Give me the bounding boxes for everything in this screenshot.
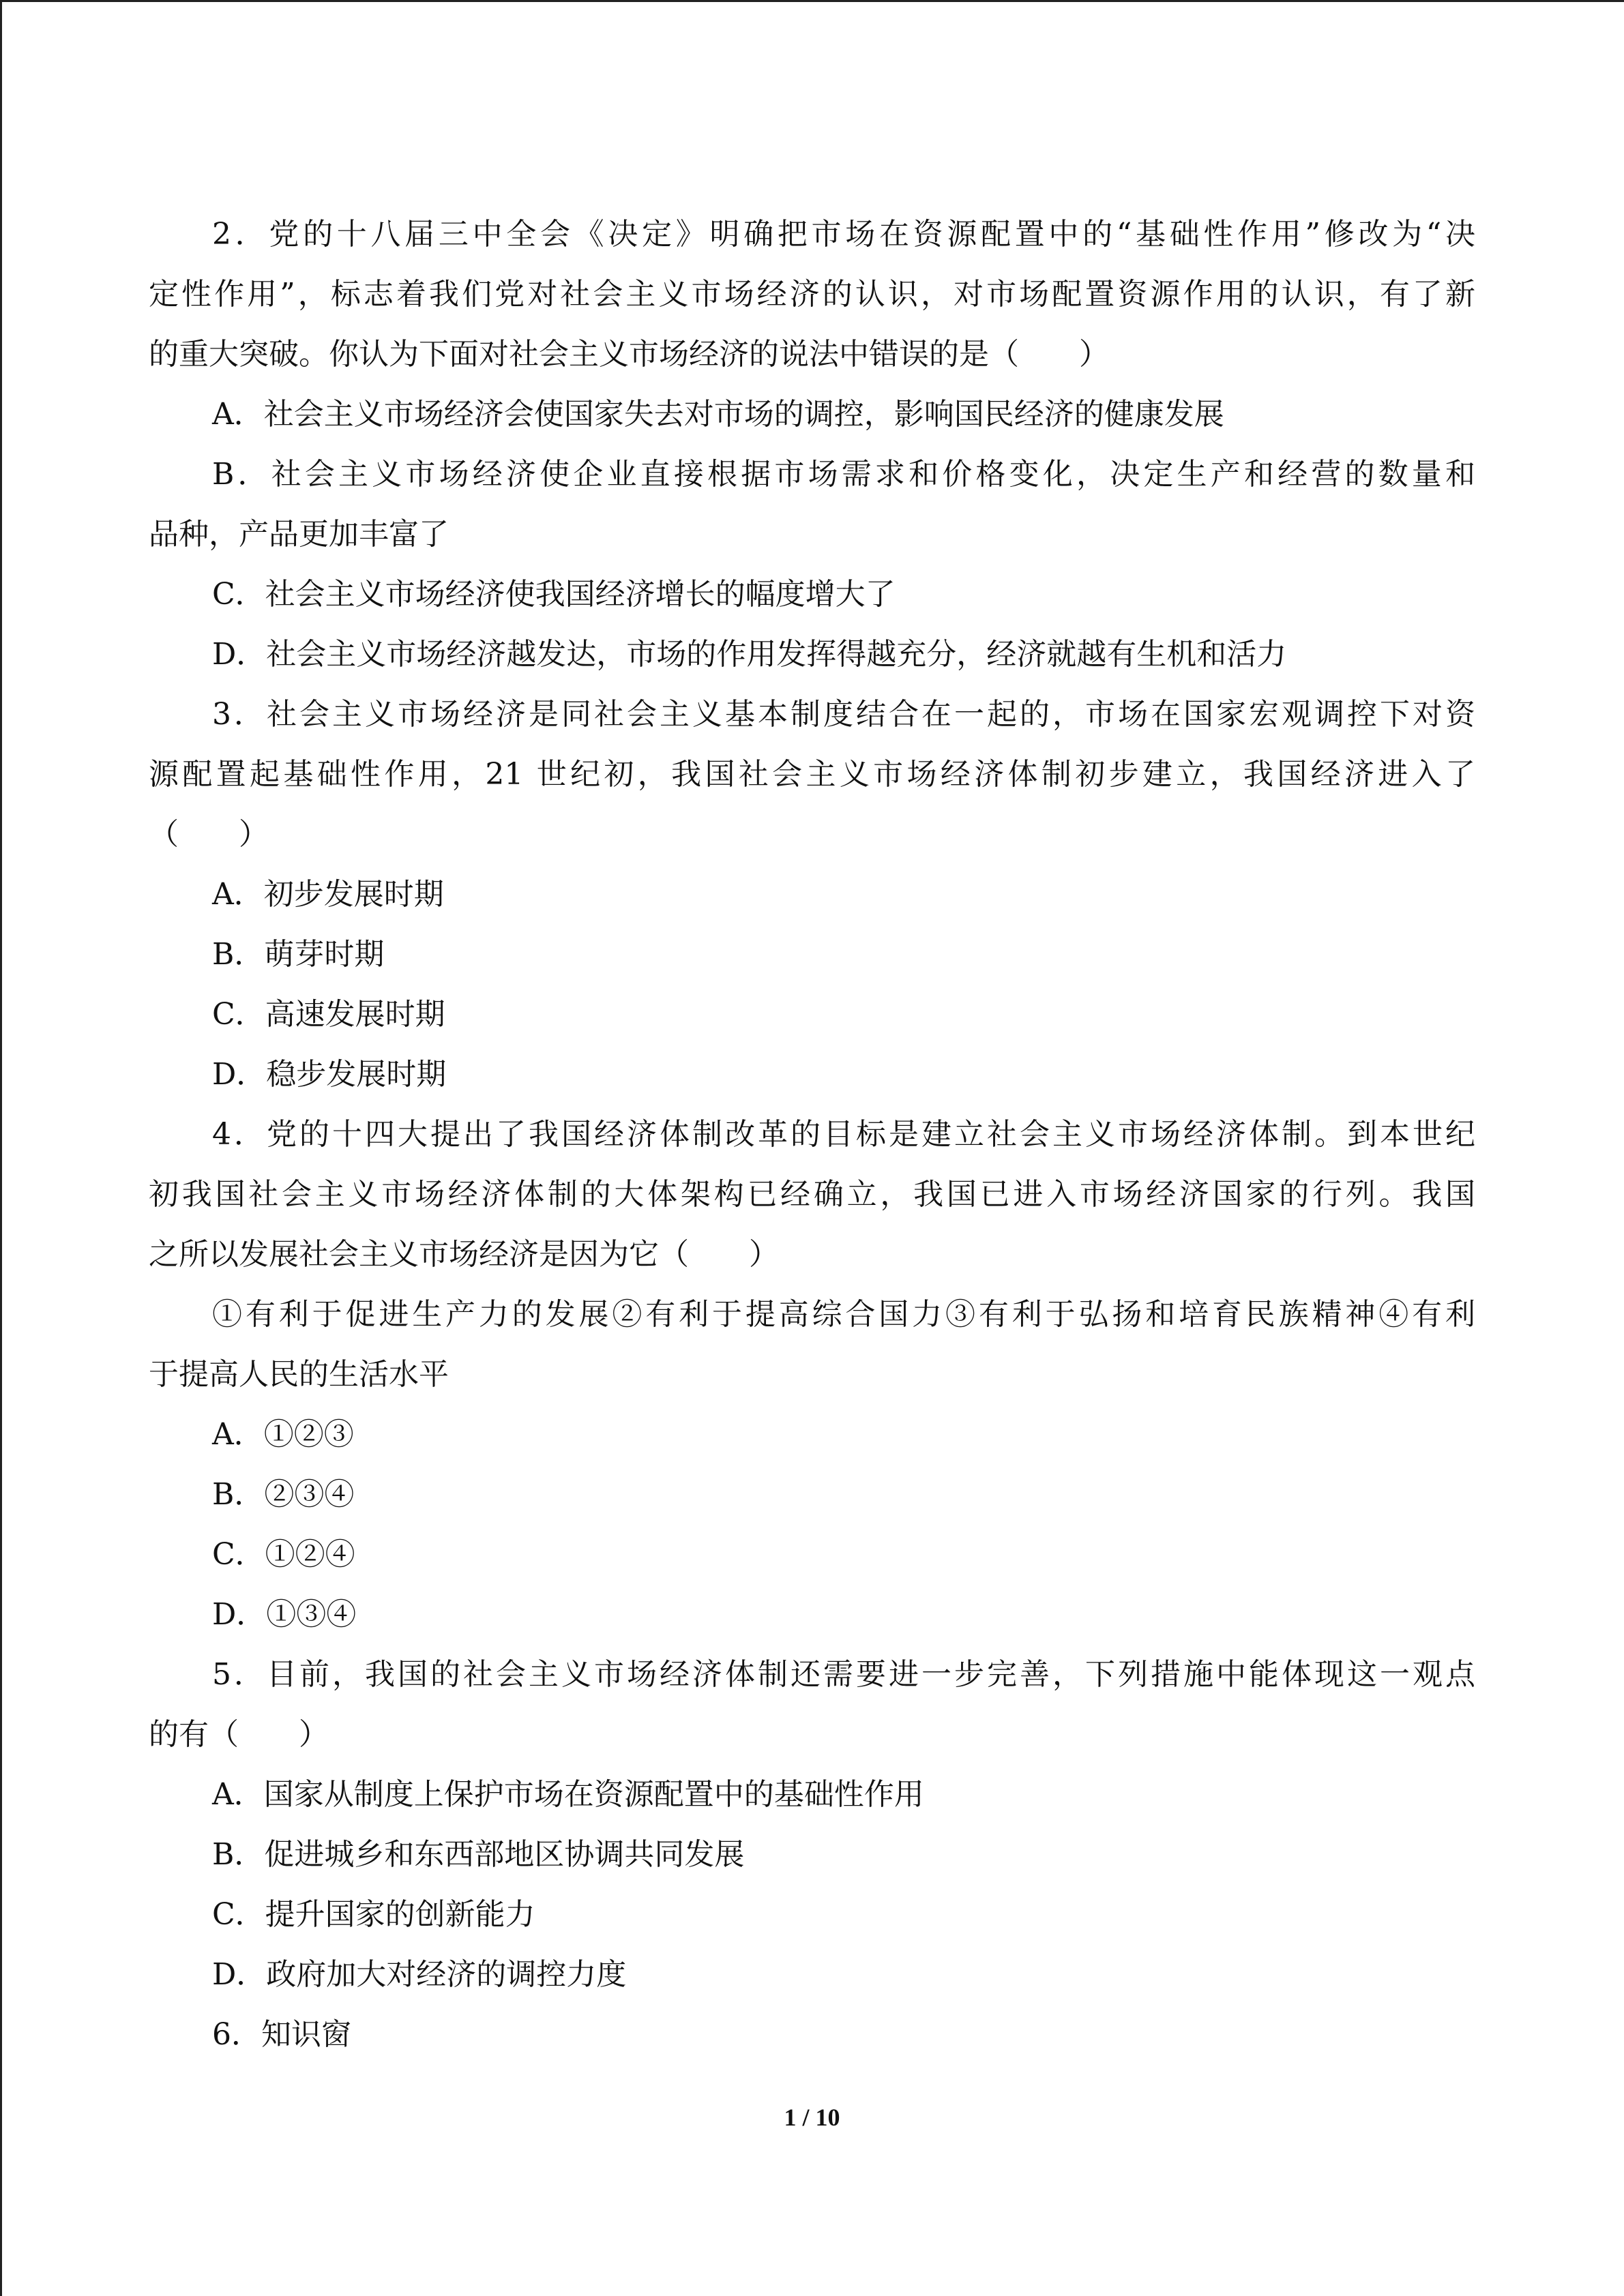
question-5-option-a: A．国家从制度上保护市场在资源配置中的基础性作用 xyxy=(212,1777,924,1812)
question-4-option-a: A．①②③ xyxy=(212,1417,354,1452)
question-2 xyxy=(149,205,1475,685)
document-body xyxy=(149,205,1475,2065)
question-2-option-c: C．社会主义市场经济使我国经济增长的幅度增大了 xyxy=(212,577,896,612)
question-5 xyxy=(149,1645,1475,2005)
question-5-option-b: B．促进城乡和东西部地区协调共同发展 xyxy=(212,1837,745,1872)
question-4-items-line-2: 于提高人民的生活水平 xyxy=(149,1357,449,1392)
question-2-option-b-line-2: 品种，产品更加丰富了 xyxy=(149,517,449,552)
question-4-option-b: B．②③④ xyxy=(212,1477,355,1512)
question-3-stem-line-3: （ ） xyxy=(149,817,269,852)
question-2-stem-line-2: 定性作用”，标志着我们党对社会主义市场经济的认识，对市场配置资源作用的认识，有了新 xyxy=(149,277,1475,312)
question-4-stem-line-1: 4．党的十四大提出了我国经济体制改革的目标是建立社会主义市场经济体制。到本世纪 xyxy=(212,1117,1475,1152)
question-4-option-d: D．①③④ xyxy=(212,1597,357,1632)
question-3 xyxy=(149,685,1475,1105)
question-2-option-d: D．社会主义市场经济越发达，市场的作用发挥得越充分，经济就越有生机和活力 xyxy=(212,637,1287,672)
question-3-option-b: B．萌芽时期 xyxy=(212,937,385,972)
question-2-option-a: A．社会主义市场经济会使国家失去对市场的调控，影响国民经济的健康发展 xyxy=(212,397,1224,432)
question-5-stem-line-1: 5．目前，我国的社会主义市场经济体制还需要进一步完善，下列措施中能体现这一观点 xyxy=(212,1657,1475,1692)
question-4-stem-line-3: 之所以发展社会主义市场经济是因为它（ ） xyxy=(149,1237,779,1272)
question-4-option-c: C．①②④ xyxy=(212,1537,355,1572)
question-5-stem-line-2: 的有（ ） xyxy=(149,1717,329,1752)
question-2-stem-line-1: 2．党的十八届三中全会《决定》明确把市场在资源配置中的“基础性作用”修改为“决 xyxy=(212,217,1475,252)
question-4-stem-line-2: 初我国社会主义市场经济体制的大体架构已经确立，我国已进入市场经济国家的行列。我国 xyxy=(149,1177,1475,1212)
question-3-stem-line-1: 3．社会主义市场经济是同社会主义基本制度结合在一起的，市场在国家宏观调控下对资 xyxy=(212,697,1475,732)
question-3-option-c: C．高速发展时期 xyxy=(212,997,445,1032)
question-5-option-d: D．政府加大对经济的调控力度 xyxy=(212,1957,627,1992)
question-4-items-line-1: ①有利于促进生产力的发展②有利于提高综合国力③有利于弘扬和培育民族精神④有利 xyxy=(212,1297,1475,1332)
question-5-option-c: C．提升国家的创新能力 xyxy=(212,1897,535,1932)
question-6-title: 6．知识窗 xyxy=(212,2017,351,2052)
question-2-option-b-line-1: B．社会主义市场经济使企业直接根据市场需求和价格变化，决定生产和经营的数量和 xyxy=(212,457,1475,492)
question-4 xyxy=(149,1105,1475,1645)
question-3-option-d: D．稳步发展时期 xyxy=(212,1057,447,1092)
page-number: 1 / 10 xyxy=(784,2104,840,2131)
question-2-stem-line-3: 的重大突破。你认为下面对社会主义市场经济的说法中错误的是（ ） xyxy=(149,337,1109,372)
question-6 xyxy=(149,2005,1475,2065)
question-3-stem-line-2: 源配置起基础性作用，21 世纪初，我国社会主义市场经济体制初步建立，我国经济进入了 xyxy=(149,757,1475,792)
question-3-option-a: A．初步发展时期 xyxy=(212,877,444,912)
